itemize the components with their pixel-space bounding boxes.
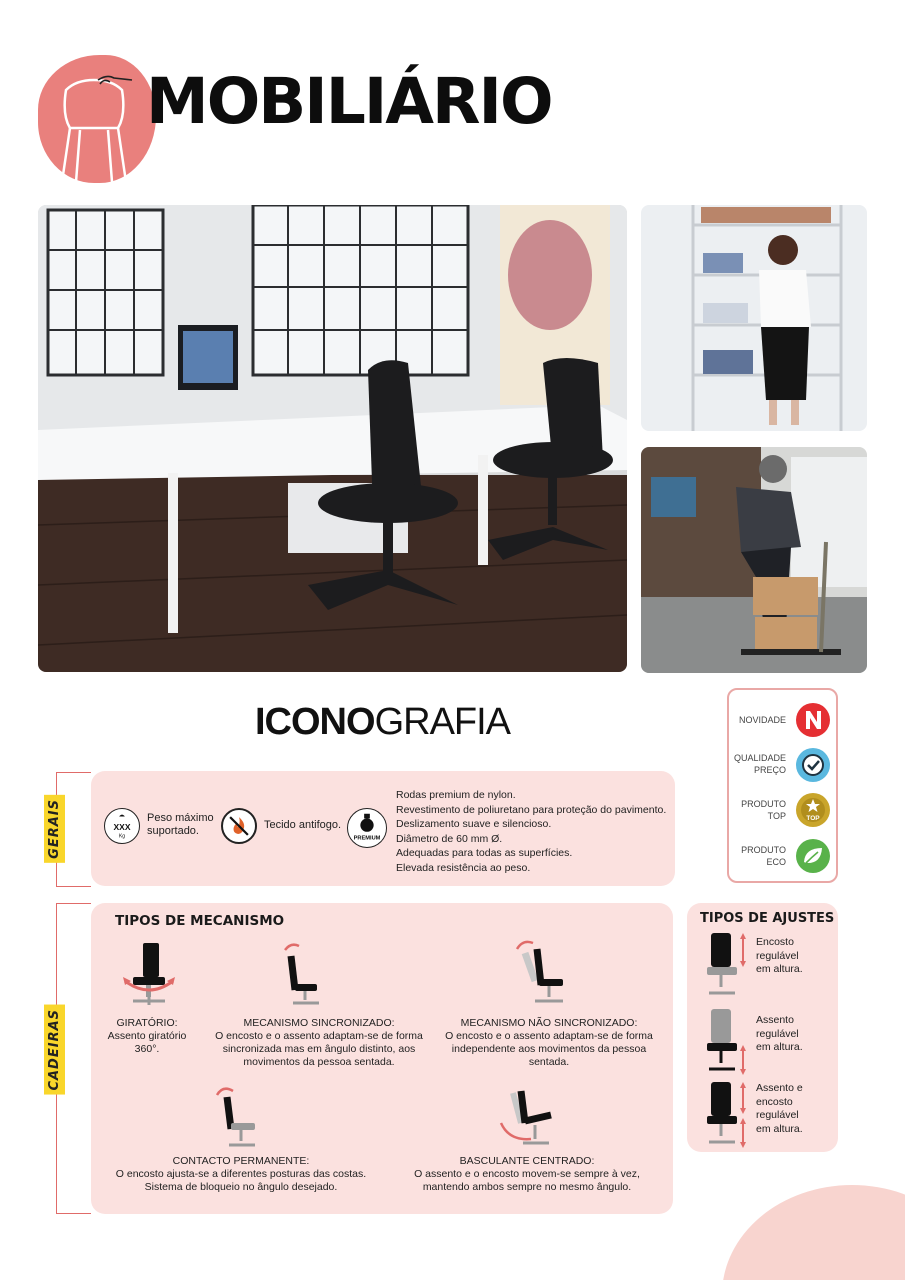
sync-chair-seat <box>295 984 317 991</box>
cadeiras-panel <box>91 903 673 1214</box>
ajuste-line: encosto <box>756 1095 793 1108</box>
gerais-panel <box>91 771 675 886</box>
top-star-icon <box>795 792 831 828</box>
iconografia-title-bold: ICONO <box>255 701 375 743</box>
ajuste-line: regulável <box>756 1109 799 1121</box>
sync-chair-base <box>293 991 319 1003</box>
mechanism-sincronizado <box>209 1017 429 1069</box>
sync-arrow-icon <box>285 945 299 950</box>
nonsync-chair-ghost <box>525 953 535 981</box>
ajuste-line: Assento <box>756 1014 794 1026</box>
weight-line: suportado. <box>147 825 199 837</box>
mechanism-nao-sincronizado <box>431 1017 667 1069</box>
badge-label-line: PRODUTO <box>741 845 786 855</box>
wheel-feature: Revestimento de poliuretano para proteção do pavimento. <box>396 803 667 816</box>
mechanism-contacto-permanente <box>111 1155 371 1194</box>
badge-label-line: ECO <box>766 857 786 867</box>
mechanism-line: O encosto ajusta-se a diferentes posturas das costas. <box>115 1168 367 1180</box>
page-title: MOBILIÁRIO <box>146 65 552 138</box>
tilt-arrow-icon <box>501 1123 531 1139</box>
mechanism-basculante-centrado <box>397 1155 657 1194</box>
gerais-label: GERAIS <box>44 795 65 863</box>
ajuste-line: em altura. <box>756 963 803 975</box>
mechanism-giratorio <box>99 1017 195 1056</box>
mechanism-line: mantendo ambos sempre no mesmo ângulo. <box>422 1181 632 1193</box>
mechanism-title: MECANISMO NÃO SINCRONIZADO: <box>460 1017 638 1029</box>
ajuste-line: regulável <box>756 1027 799 1040</box>
iconografia-title-light: GRAFIA <box>374 701 511 743</box>
mechanism-line: Assento giratório <box>107 1030 187 1042</box>
badges-legend <box>727 688 838 883</box>
mechanism-line: 360°. <box>134 1043 160 1055</box>
badge-label <box>741 798 786 822</box>
ajustes-title: TIPOS DE AJUSTES <box>700 911 835 926</box>
tilt-chair-seat <box>525 1115 551 1121</box>
leaf-icon <box>795 838 831 874</box>
ajuste-assento-encosto <box>756 1082 803 1136</box>
mechanism-section-title: TIPOS DE MECANISMO <box>115 913 285 929</box>
premium-wheel-icon <box>347 808 387 848</box>
weight-line: Peso máximo <box>147 812 214 824</box>
fire-prohibited-icon <box>221 808 257 844</box>
ajuste-assento <box>756 1014 803 1055</box>
weight-description <box>147 812 214 838</box>
wheel-feature: Rodas premium de nylon. <box>396 789 516 801</box>
chair-icon <box>52 70 142 185</box>
office-chairs-photo <box>38 205 627 672</box>
iconografia-title <box>255 703 510 741</box>
ajustes-panel <box>687 903 838 1152</box>
delivery-photo <box>641 447 867 673</box>
seat-height-icon <box>701 1007 751 1077</box>
nonsync-arrow-icon <box>517 942 533 949</box>
contact-chair-base <box>229 1130 255 1145</box>
ajuste-line: regulável <box>756 949 799 962</box>
seat-backrest-height-icon <box>701 1080 751 1150</box>
mechanism-line: O assento e o encosto movem-se sempre à vez, <box>414 1168 640 1180</box>
premium-icon-text: PREMIUM <box>353 835 381 842</box>
badge-novidade <box>729 700 840 740</box>
wheel-feature: Deslizamento suave e silencioso. <box>396 818 552 830</box>
mechanism-line: O encosto e o assento adaptam-se de forma <box>215 1030 423 1042</box>
mechanism-title: MECANISMO SINCRONIZADO: <box>243 1017 395 1029</box>
antifire-description: Tecido antifogo. <box>264 819 342 831</box>
mechanism-line: sentada. <box>528 1056 570 1068</box>
mechanism-title: GIRATÓRIO: <box>116 1017 178 1029</box>
badge-label-line: TOP <box>767 811 786 821</box>
ajuste-line: em altura. <box>756 1122 803 1135</box>
wheel-feature: Elevada resistência ao peso. <box>396 861 531 874</box>
weight-icon-text: XXX <box>113 821 131 832</box>
ajuste-line: em altura. <box>756 1041 803 1053</box>
swivel-chair-icon <box>119 941 179 1009</box>
mechanism-line: O encosto e o assento adaptam-se de forma <box>445 1030 653 1042</box>
cadeiras-label: CADEIRAS <box>44 1005 65 1095</box>
badge-label <box>734 752 786 776</box>
shelf-photo <box>641 205 867 431</box>
badge-top-text: TOP <box>806 815 820 822</box>
badge-produto-top <box>729 790 840 830</box>
mechanism-line: sincronizada mas em ângulo distinto, aos <box>222 1043 416 1055</box>
weight-icon-unit: Kg <box>118 833 126 840</box>
badge-label <box>741 844 786 868</box>
mechanism-line: Sistema de bloqueio no ângulo desejado. <box>144 1181 338 1193</box>
mechanism-line: movimentos da pessoa sentada. <box>243 1056 395 1068</box>
backrest-height-icon <box>701 931 751 999</box>
nonsync-chair-base <box>535 986 563 1001</box>
badge-produto-eco <box>729 838 840 878</box>
nonsync-chair-seat <box>539 979 563 986</box>
check-seal-icon <box>795 747 831 783</box>
badge-label-line: QUALIDADE <box>733 753 786 763</box>
weight-xxx-icon <box>104 808 140 844</box>
contact-chair-back <box>227 1097 231 1129</box>
wheel-features-list <box>396 788 666 875</box>
ajuste-line: Encosto <box>756 936 794 948</box>
mechanism-line: independente aos movimentos da pessoa <box>451 1043 647 1055</box>
badge-label-line: PREÇO <box>753 765 786 775</box>
mechanism-title: BASCULANTE CENTRADO: <box>459 1155 595 1167</box>
ajuste-encosto <box>756 936 803 977</box>
contact-chair-seat <box>231 1123 255 1130</box>
mechanism-title: CONTACTO PERMANENTE: <box>172 1155 310 1167</box>
wheel-feature: Diâmetro de 60 mm Ø. <box>396 832 503 845</box>
contact-arrow-icon <box>217 1089 233 1095</box>
wheel-feature: Adequadas para todas as superfícies. <box>396 847 573 859</box>
novidade-n-icon <box>795 702 831 738</box>
badge-label-line: PRODUTO <box>741 799 786 809</box>
sync-chair-back <box>291 956 295 990</box>
badge-label: NOVIDADE <box>738 715 786 725</box>
badge-qualidade-preco <box>729 744 840 784</box>
decorative-corner-blob <box>722 1185 905 1280</box>
ajuste-line: Assento e <box>756 1082 803 1094</box>
